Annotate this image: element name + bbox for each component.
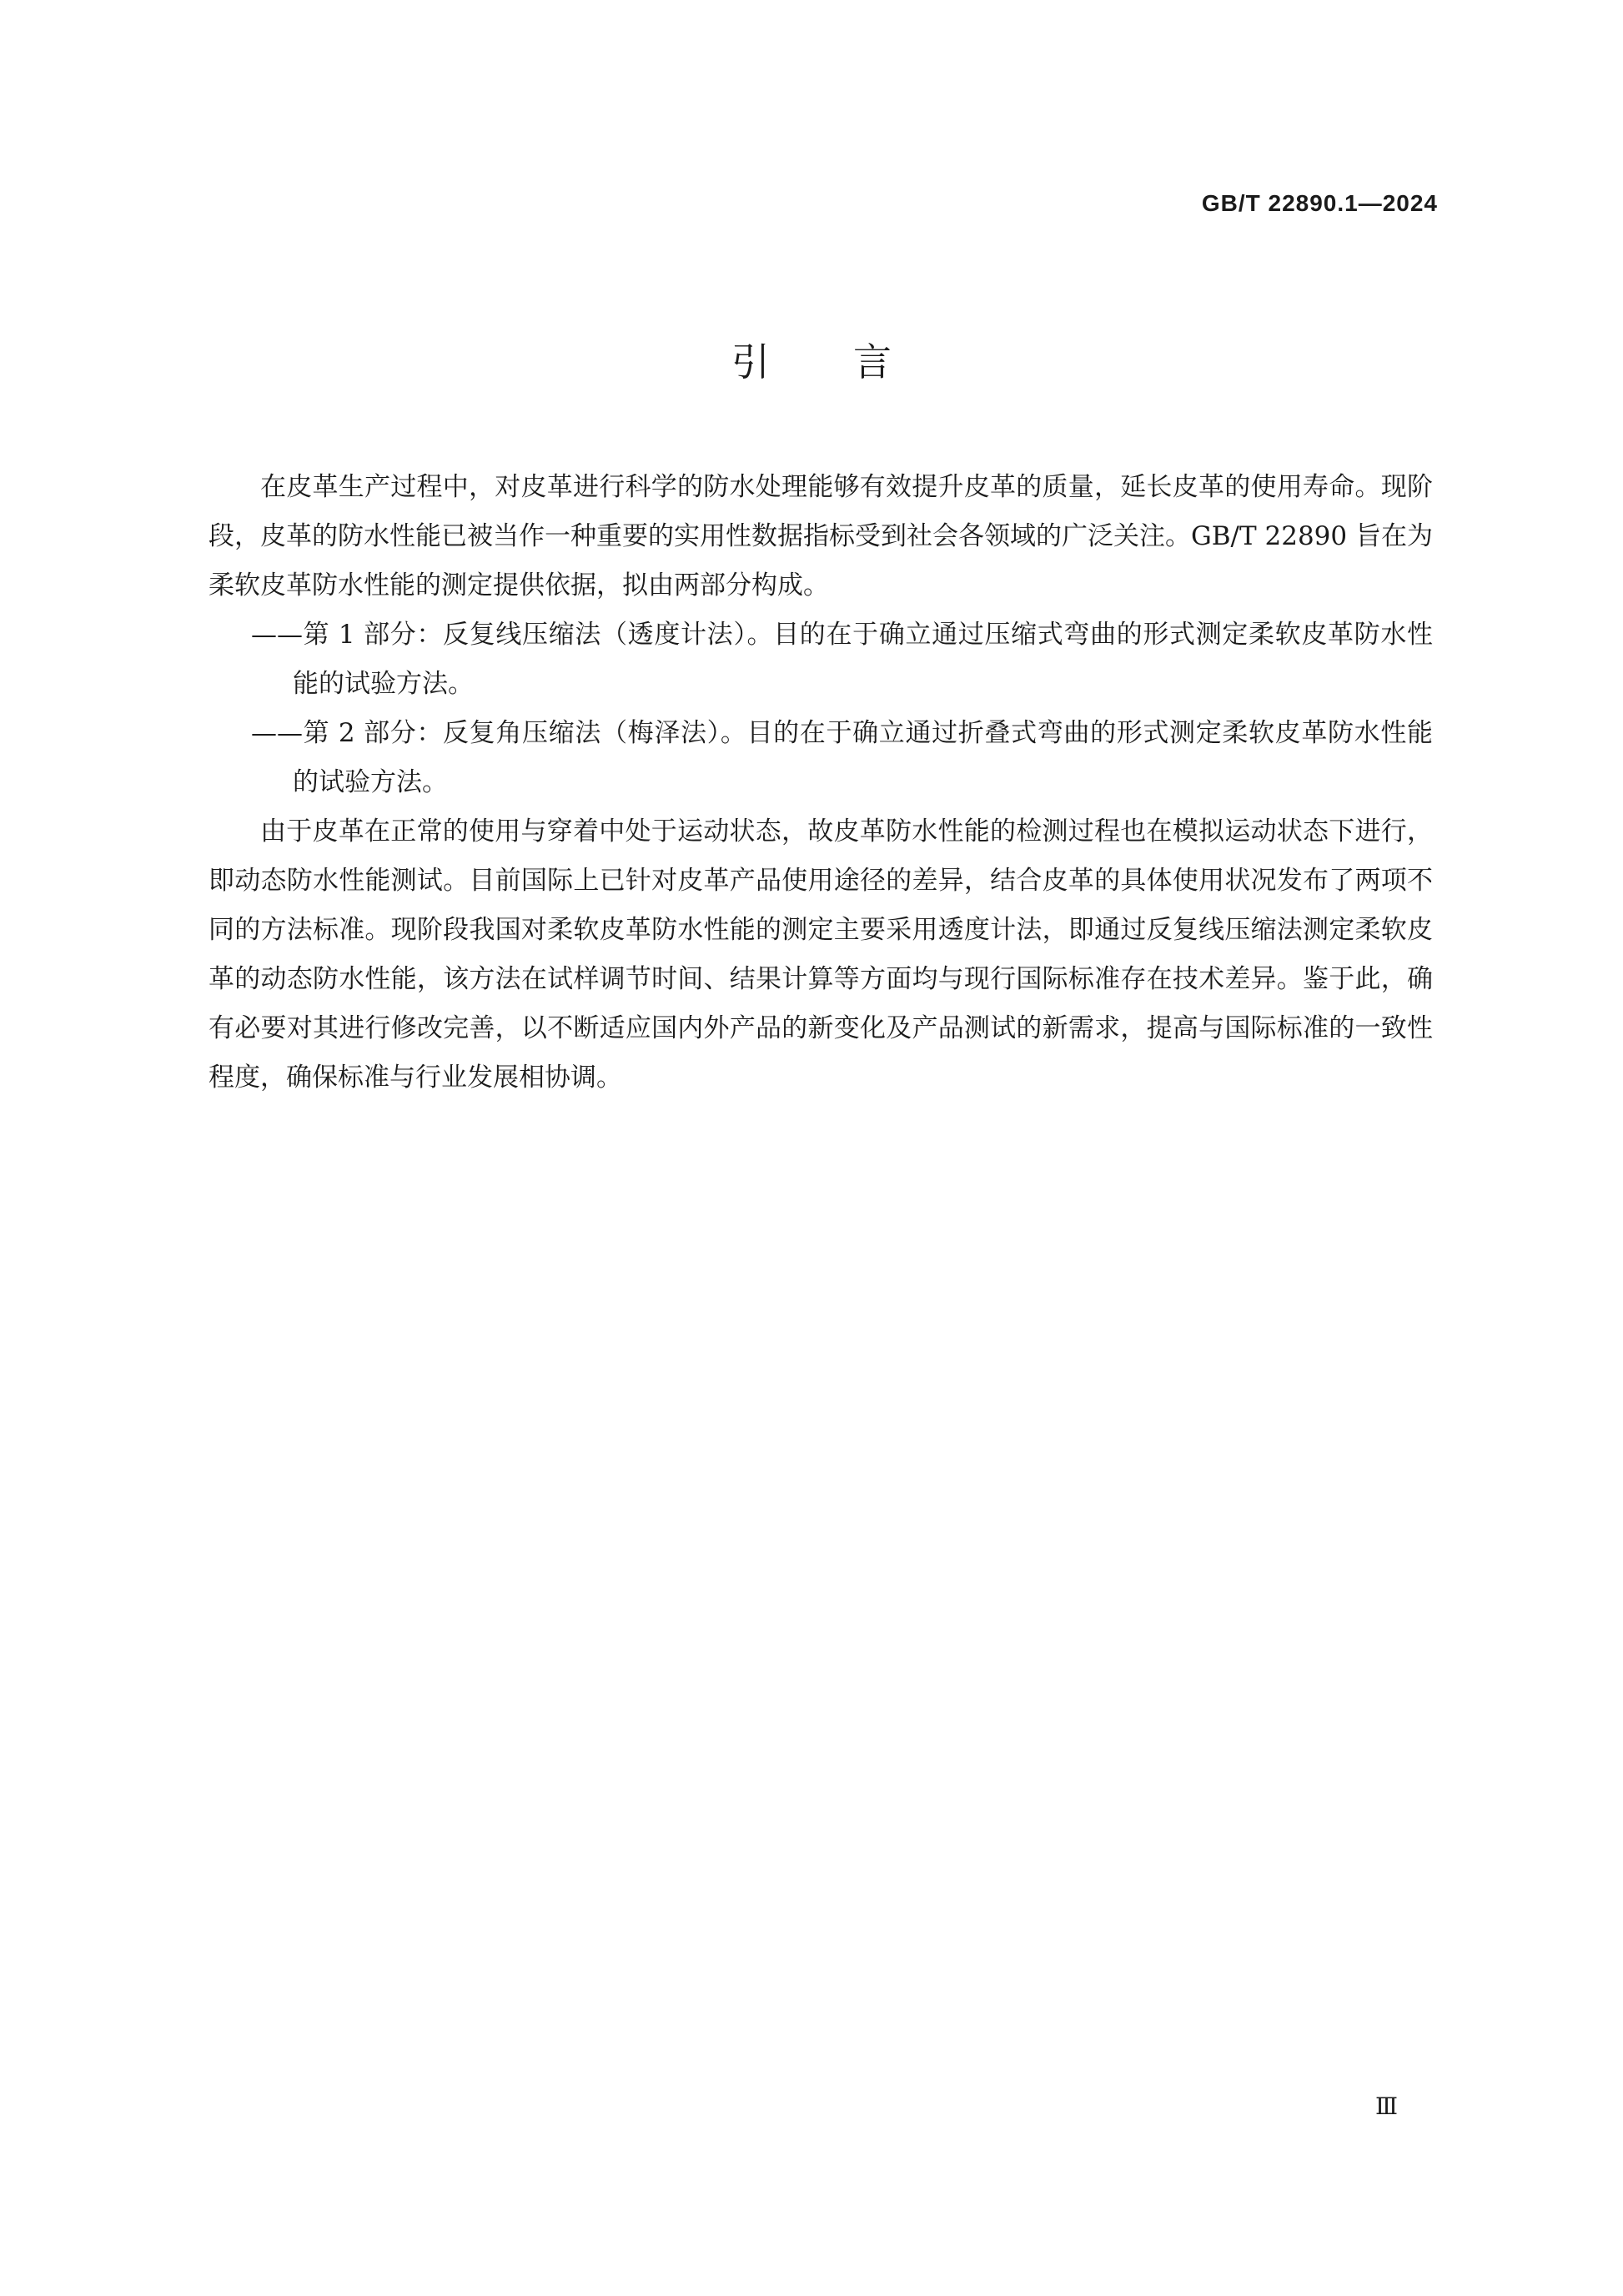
list-item-part-2: ——第 2 部分：反复角压缩法（梅泽法）。目的在于确立通过折叠式弯曲的形式测定柔软皮革防水性能的试验方法。 xyxy=(251,718,1433,797)
paragraph: 由于皮革在正常的使用与穿着中处于运动状态，故皮革防水性能的检测过程也在模拟运动状态下进行，即动态防水性能测试。目前国际上已针对皮革产品使用途径的差异，结合皮革的具体使用状况发布了两项不同的方法标准。现阶段我国对柔软皮革防水性能的测定主要采用透度计法，即通过反复线压缩法测定柔软皮革的动态防水性能，该方法在试样调节时间、结果计算等方面均与现行国际标准存在技术差异。鉴于此，确有必要对其进行修改完善，以不断适应国内外产品的新变化及产品测试的新需求，提高与国际标准的一致性程度，确保标准与行业发展相协调。 xyxy=(209,816,1433,1093)
section-title: 引言 xyxy=(731,339,975,384)
paragraph: 在皮革生产过程中，对皮革进行科学的防水处理能够有效提升皮革的质量，延长皮革的使用寿命。现阶段，皮革的防水性能已被当作一种重要的实用性数据指标受到社会各领域的广泛关注。GB/T 22890 旨在为柔软皮革防水性能的测定提供依据，拟由两部分构成。 xyxy=(209,472,1433,600)
introduction-body xyxy=(209,463,1433,1103)
list-item-part-1: ——第 1 部分：反复线压缩法（透度计法）。目的在于确立通过压缩式弯曲的形式测定柔软皮革防水性能的试验方法。 xyxy=(251,620,1433,699)
page-number: Ⅲ xyxy=(1374,2094,1398,2120)
document-code: GB/T 22890.1—2024 xyxy=(1201,190,1438,216)
